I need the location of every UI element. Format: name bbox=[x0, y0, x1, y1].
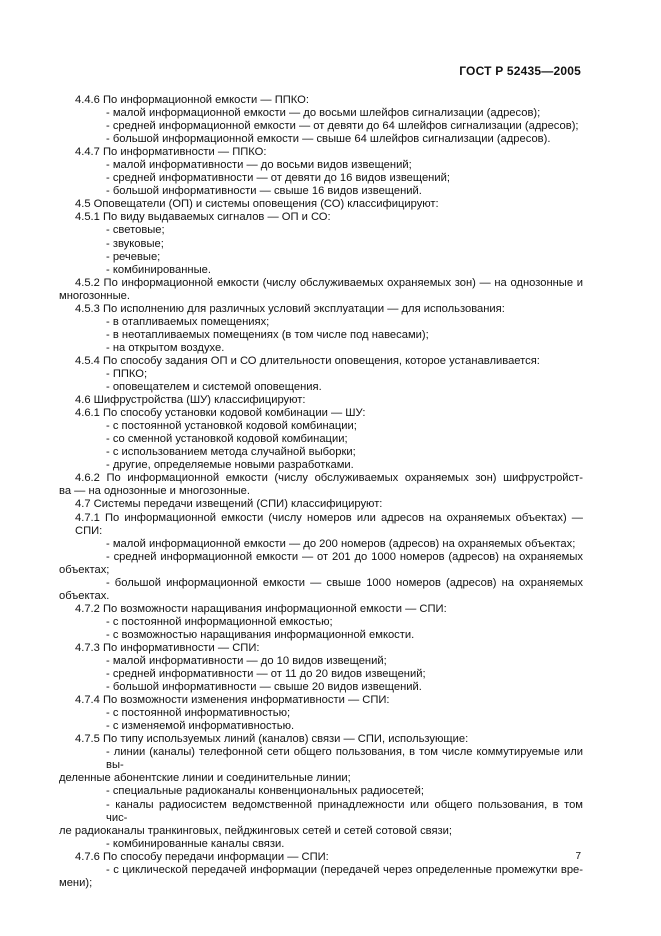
text-line: 4.7.5 По типу используемых линий (каналов) связи — СПИ, использующие: bbox=[75, 733, 469, 746]
text-line: - малой информационной емкости — до 200 номеров (адресов) на охраняемых объектах; bbox=[106, 537, 576, 550]
text-line: - звуковые; bbox=[106, 237, 164, 250]
text-line: - большой информационной емкости — свыше 64 шлейфов сигнализации (адресов). bbox=[106, 133, 551, 146]
text-line: - большой информативности — свыше 20 видов извещений. bbox=[106, 681, 422, 694]
text-line: - с циклической передачей информации (передачей через определенные промежутки вре- bbox=[106, 863, 583, 876]
text-line: - средней информативности — от девяти до 16 видов извещений; bbox=[106, 172, 450, 185]
text-line: - средней информативности — от 11 до 20 видов извещений; bbox=[106, 668, 426, 681]
text-line: 4.5.3 По исполнению для различных условий эксплуатации — для использования: bbox=[75, 302, 505, 315]
text-line: - комбинированные. bbox=[106, 263, 211, 276]
text-line: многозонные. bbox=[59, 289, 130, 302]
text-line: - большой информационной емкости — свыше 1000 номеров (адресов) на охраняемых bbox=[106, 576, 583, 589]
text-line: - на открытом воздухе. bbox=[106, 341, 225, 354]
text-line: мени); bbox=[59, 876, 93, 889]
text-line: - малой информативности — до восьми видов извещений; bbox=[106, 159, 412, 172]
text-line: - световые; bbox=[106, 224, 165, 237]
text-line: ле радиоканалы транкинговых, пейджинговых сетей и сетей сотовой связи; bbox=[59, 824, 453, 837]
text-line: - речевые; bbox=[106, 250, 161, 263]
text-line: 4.7 Системы передачи извещений (СПИ) классифицируют: bbox=[75, 498, 383, 511]
text-line: - средней информационной емкости — от девяти до 64 шлейфов сигнализации (адресов); bbox=[106, 120, 579, 133]
text-line: - другие, определяемые новыми разработками. bbox=[106, 459, 354, 472]
document-header: ГОСТ Р 52435—2005 bbox=[459, 64, 581, 78]
text-line: 4.5.4 По способу задания ОП и СО длительности оповещения, которое устанавливается: bbox=[75, 354, 540, 367]
text-line: - средней информационной емкости — от 201 до 1000 номеров (адресов) на охраняемых bbox=[106, 550, 583, 563]
text-line: 4.5.1 По виду выдаваемых сигналов — ОП и СО: bbox=[75, 211, 331, 224]
text-line: - с изменяемой информативностью. bbox=[106, 720, 295, 733]
text-line: - с возможностью наращивания информационной емкости. bbox=[106, 628, 415, 641]
text-line: - с постоянной информативностью; bbox=[106, 707, 291, 720]
text-line: 4.7.6 По способу передачи информации — СПИ: bbox=[75, 850, 329, 863]
text-line: объектах. bbox=[59, 589, 110, 602]
text-line: - со сменной установкой кодовой комбинации; bbox=[106, 433, 348, 446]
text-line: - ППКО; bbox=[106, 367, 148, 380]
text-line: - большой информативности — свыше 16 видов извещений. bbox=[106, 185, 422, 198]
text-line: - с постоянной информационной емкостью; bbox=[106, 615, 333, 628]
text-line: объектах; bbox=[59, 563, 110, 576]
document-body bbox=[59, 94, 583, 890]
text-line: - оповещателем и системой оповещения. bbox=[106, 381, 322, 394]
text-line: - комбинированные каналы связи. bbox=[106, 837, 285, 850]
text-line: 4.6.1 По способу установки кодовой комбинации — ШУ: bbox=[75, 407, 366, 420]
text-line: - малой информационной емкости — до восьми шлейфов сигнализации (адресов); bbox=[106, 107, 541, 120]
text-line: 4.4.7 По информативности — ППКО: bbox=[75, 146, 267, 159]
text-line: 4.7.4 По возможности изменения информативности — СПИ: bbox=[75, 694, 390, 707]
text-line: - малой информативности — до 10 видов извещений; bbox=[106, 655, 387, 668]
text-line: 4.5.2 По информационной емкости (числу обслуживаемых охраняемых зон) — на однозонные и bbox=[75, 276, 583, 289]
text-line: 4.7.3 По информативности — СПИ: bbox=[75, 641, 260, 654]
text-line: деленные абонентские линии и соединительные линии; bbox=[59, 772, 351, 785]
text-line: ва — на однозонные и многозонные. bbox=[59, 485, 251, 498]
text-line: 4.6 Шифрустройства (ШУ) классифицируют: bbox=[75, 394, 306, 407]
text-line: - в отапливаемых помещениях; bbox=[106, 315, 270, 328]
text-line: - в неотапливаемых помещениях (в том числе под навесами); bbox=[106, 328, 429, 341]
text-line: - линии (каналы) телефонной сети общего пользования, в том числе коммутируемые или вы- bbox=[106, 746, 583, 772]
text-line: - с постоянной установкой кодовой комбинации; bbox=[106, 420, 357, 433]
text-line: 4.7.1 По информационной емкости (числу номеров или адресов на охраняемых объектах) — СПИ: bbox=[75, 511, 583, 537]
page-number: 7 bbox=[575, 851, 581, 862]
text-line: - с использованием метода случайной выборки; bbox=[106, 446, 356, 459]
text-line: 4.4.6 По информационной емкости — ППКО: bbox=[75, 94, 309, 106]
text-line: 4.7.2 По возможности наращивания информационной емкости — СПИ: bbox=[75, 602, 447, 615]
text-line: - специальные радиоканалы конвенциональных радиосетей; bbox=[106, 785, 425, 798]
text-line: - каналы радиосистем ведомственной принадлежности или общего пользования, в том чис- bbox=[106, 798, 583, 824]
text-line: 4.6.2 По информационной емкости (числу обслуживаемых охраняемых зон) шифрустройст- bbox=[75, 472, 583, 485]
text-line: 4.5 Оповещатели (ОП) и системы оповещения (СО) классифицируют: bbox=[75, 198, 439, 211]
